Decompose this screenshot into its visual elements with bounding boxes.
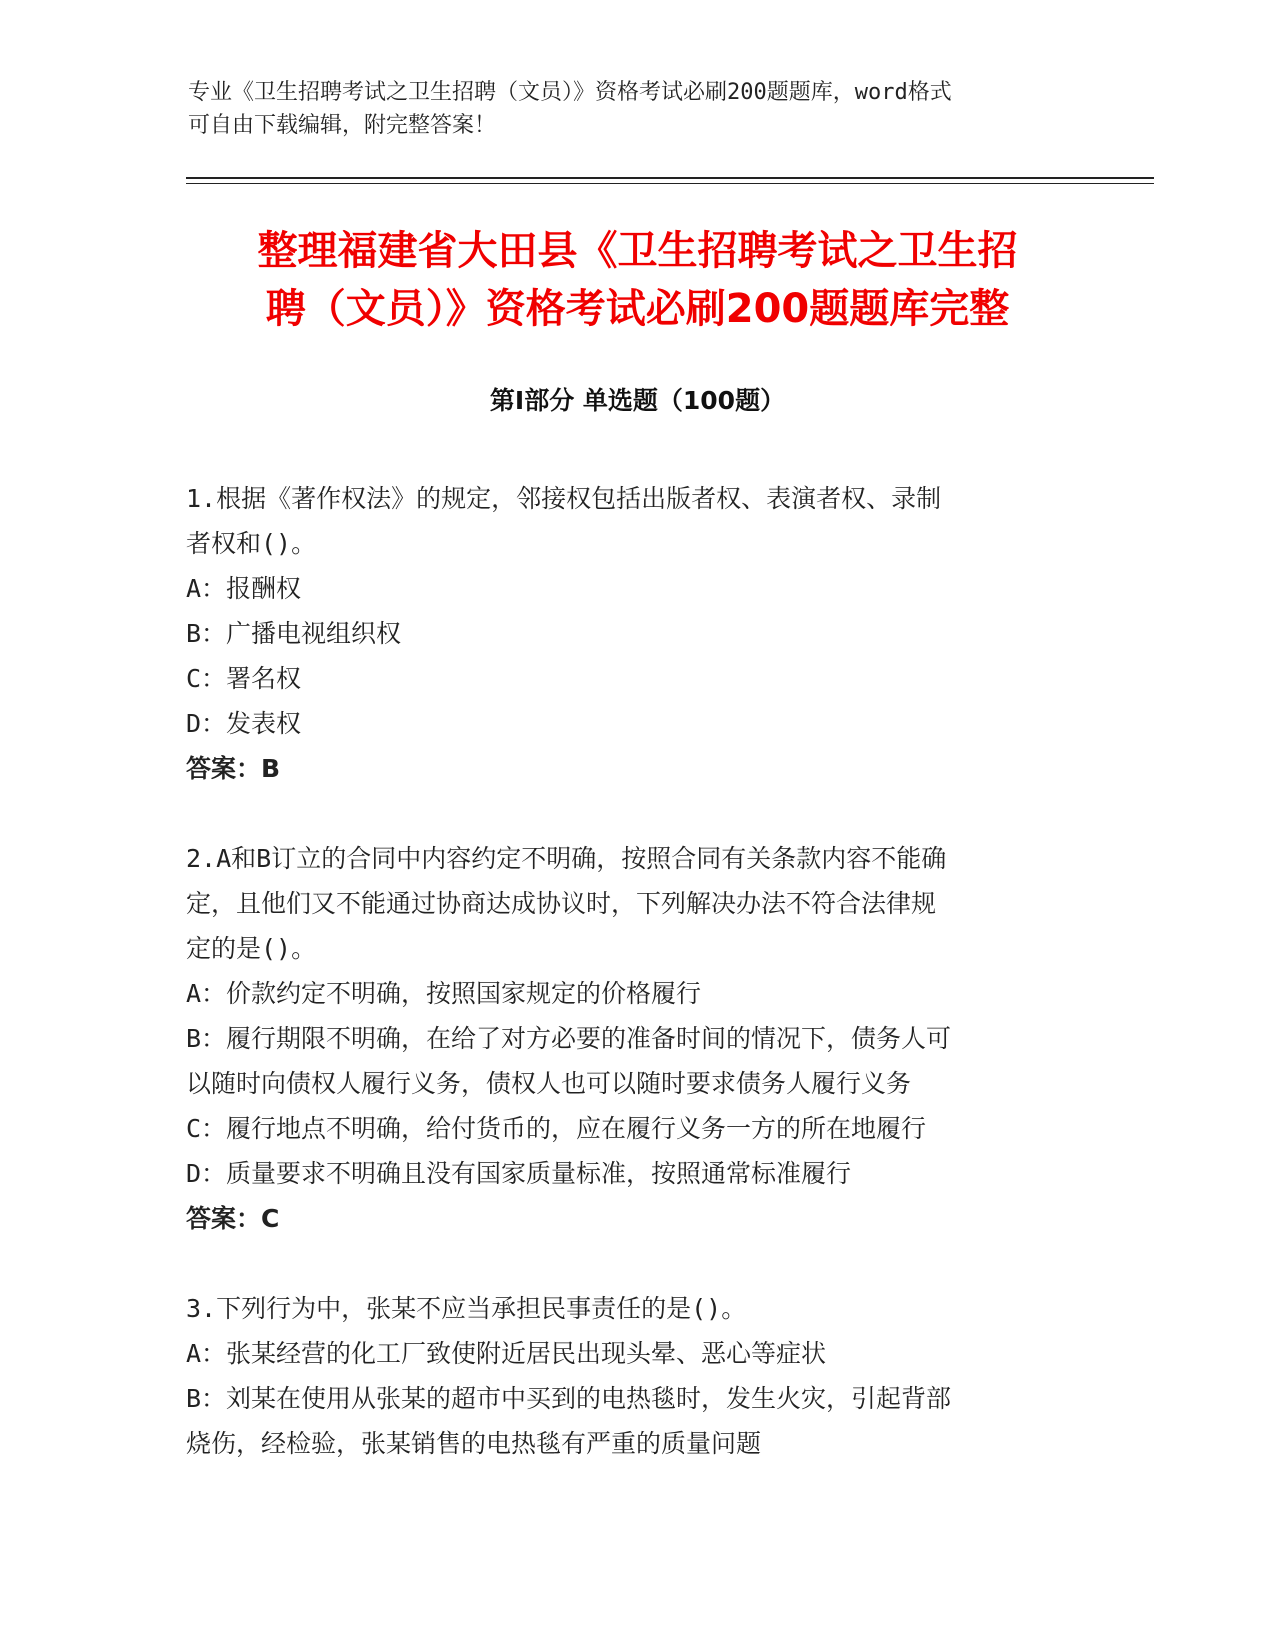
option-b: B：履行期限不明确，在给了对方必要的准备时间的情况下，债务人可 <box>186 1024 952 1053</box>
option-b-continued: 烧伤，经检验，张某销售的电热毯有严重的质量问题 <box>186 1429 762 1458</box>
option-d: D：发表权 <box>186 709 302 738</box>
question-list <box>186 476 1086 1511</box>
question-stem-line: 者权和()。 <box>186 529 317 558</box>
document-title <box>160 222 1115 338</box>
question-2 <box>186 836 1086 1241</box>
option-d: D：质量要求不明确且没有国家质量标准，按照通常标准履行 <box>186 1159 852 1188</box>
header-divider-thick <box>186 177 1154 179</box>
header-note-line-2: 可自由下载编辑，附完整答案！ <box>188 113 497 138</box>
answer-line: 答案：B <box>186 754 281 783</box>
header-note <box>188 76 1068 142</box>
option-b: B：广播电视组织权 <box>186 619 402 648</box>
section-heading: 第Ⅰ部分 单选题（100题） <box>489 386 786 415</box>
question-stem-line: 3.下列行为中，张某不应当承担民事责任的是()。 <box>186 1294 747 1323</box>
option-b: B：刘某在使用从张某的超市中买到的电热毯时，发生火灾，引起背部 <box>186 1384 952 1413</box>
option-a: A：张某经营的化工厂致使附近居民出现头晕、恶心等症状 <box>186 1339 827 1368</box>
option-a: A：价款约定不明确，按照国家规定的价格履行 <box>186 979 702 1008</box>
document-title-line-2: 聘（文员）》资格考试必刷200题题库完整 <box>265 286 1010 332</box>
header-note-line-1: 专业《卫生招聘考试之卫生招聘（文员）》资格考试必刷200题题库，word格式 <box>188 80 952 105</box>
document-title-line-1: 整理福建省大田县《卫生招聘考试之卫生招 <box>257 228 1018 274</box>
question-1 <box>186 476 1086 791</box>
header-divider-thin <box>186 183 1154 184</box>
question-stem-line: 1.根据《著作权法》的规定，邻接权包括出版者权、表演者权、录制 <box>186 484 942 513</box>
option-a: A：报酬权 <box>186 574 302 603</box>
option-c: C：履行地点不明确，给付货币的，应在履行义务一方的所在地履行 <box>186 1114 927 1143</box>
question-stem-line: 定的是()。 <box>186 934 317 963</box>
question-3 <box>186 1286 1086 1466</box>
question-stem-line: 2.A和B订立的合同中内容约定不明确，按照合同有关条款内容不能确 <box>186 844 947 873</box>
question-stem-line: 定，且他们又不能通过协商达成协议时，下列解决办法不符合法律规 <box>186 889 937 918</box>
option-b-continued: 以随时向债权人履行义务，债权人也可以随时要求债务人履行义务 <box>186 1069 912 1098</box>
answer-line: 答案：C <box>186 1204 280 1233</box>
option-c: C：署名权 <box>186 664 302 693</box>
